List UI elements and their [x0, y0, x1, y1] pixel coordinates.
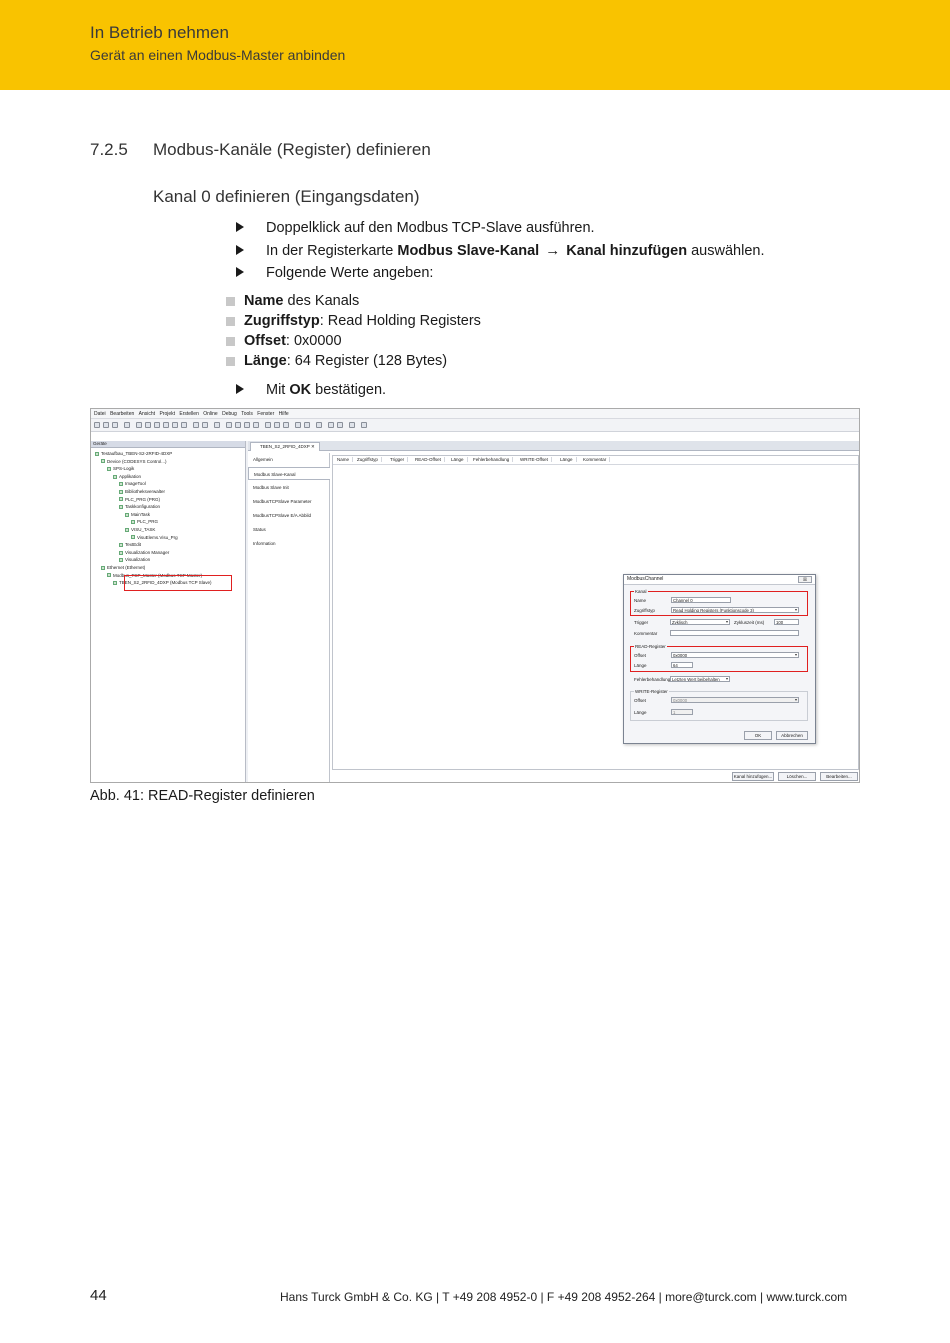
- nav-item[interactable]: Allgemein: [253, 457, 273, 462]
- paste-icon[interactable]: [172, 422, 178, 428]
- editor-area: [248, 441, 860, 783]
- tree-item[interactable]: MainTask: [125, 511, 150, 518]
- right-arrow-icon: →: [545, 241, 561, 259]
- chevron-down-icon: [795, 654, 797, 656]
- tree-item[interactable]: Ethernet (Ethernet): [101, 564, 145, 571]
- tree-node-icon: [119, 551, 123, 555]
- step-over-icon[interactable]: [265, 422, 271, 428]
- cycle-time-field[interactable]: 100: [774, 619, 799, 625]
- nav-item[interactable]: Information: [253, 541, 276, 546]
- step-item: Mit OK bestätigen.: [236, 380, 876, 403]
- chevron-down-icon: [726, 678, 728, 680]
- tree-node-icon: [113, 475, 117, 479]
- close-icon[interactable]: ✕: [310, 444, 315, 449]
- run-icon[interactable]: [244, 422, 250, 428]
- menu-item[interactable]: Datei: [94, 411, 106, 417]
- write-offset-label: Offset: [634, 698, 646, 703]
- cancel-button[interactable]: Abbrechen: [776, 731, 808, 740]
- chevron-down-icon: [795, 699, 797, 701]
- trigger-label: Trigger: [634, 620, 649, 625]
- step-out-icon[interactable]: [283, 422, 289, 428]
- step-item: Doppelklick auf den Modbus TCP-Slave ausführen.: [236, 218, 876, 241]
- confirm-step: [236, 380, 876, 403]
- length-label: Länge: [634, 663, 647, 668]
- column-header: Länge: [451, 457, 468, 462]
- column-header: WRITE-Offset: [520, 457, 552, 462]
- name-field[interactable]: Channel 0: [671, 597, 731, 603]
- print-icon[interactable]: [124, 422, 130, 428]
- step-arrow-icon: [236, 245, 244, 255]
- chevron-down-icon: [795, 609, 797, 611]
- close-icon[interactable]: ☒: [798, 576, 812, 583]
- tree-node-icon: [113, 581, 117, 585]
- tree-item[interactable]: PLC_PRG: [131, 518, 158, 525]
- tree-node-icon: [119, 543, 123, 547]
- prev-icon[interactable]: [328, 422, 334, 428]
- square-bullet-icon: [226, 297, 235, 306]
- square-bullet-icon: [226, 357, 235, 366]
- tree-item[interactable]: Applikation: [113, 473, 141, 480]
- tree-node-icon: [101, 459, 105, 463]
- page-header: [0, 0, 950, 90]
- menu-item[interactable]: Bearbeiten: [110, 411, 135, 417]
- chevron-down-icon: [726, 621, 728, 623]
- menu-item[interactable]: Online: [203, 411, 218, 417]
- tree-node-icon: [119, 490, 123, 494]
- column-header: Länge: [560, 457, 577, 462]
- tree-item[interactable]: Modbus_TCP_Master (Modbus TCP Master): [107, 572, 202, 579]
- channel-table: [332, 455, 859, 770]
- new-file-icon[interactable]: [94, 422, 100, 428]
- delete-button[interactable]: Löschen...: [778, 772, 816, 781]
- write-length-field[interactable]: 1: [671, 709, 693, 715]
- edit-button[interactable]: Bearbeiten...: [820, 772, 858, 781]
- step-list: [236, 218, 876, 286]
- read-length-field[interactable]: 64: [671, 662, 693, 668]
- find-icon[interactable]: [193, 422, 199, 428]
- read-offset-select[interactable]: 0x0000: [671, 652, 799, 658]
- tree-node-icon: [95, 452, 99, 456]
- delete-icon[interactable]: [181, 422, 187, 428]
- next-icon[interactable]: [337, 422, 343, 428]
- square-bullet-icon: [226, 337, 235, 346]
- login-icon[interactable]: [226, 422, 232, 428]
- cut-icon[interactable]: [154, 422, 160, 428]
- nav-item-modbus-slave-kanal[interactable]: Modbus Slave-Kanal: [248, 467, 330, 480]
- section-title: Modbus-Kanäle (Register) definieren: [153, 140, 431, 159]
- section-number: 7.2.5: [90, 140, 128, 159]
- square-bullet-icon: [226, 317, 235, 326]
- open-folder-icon[interactable]: [103, 422, 109, 428]
- add-channel-button[interactable]: Kanal hinzufügen...: [733, 774, 773, 779]
- column-header: Zugriffstyp: [357, 457, 382, 462]
- editor-tabs: [248, 441, 860, 451]
- cycle-time-label: Zykluszeit (ms): [734, 620, 765, 625]
- column-header: Fehlerbehandlung: [473, 457, 513, 462]
- logout-icon[interactable]: [235, 422, 241, 428]
- tree-node-icon: [107, 573, 111, 577]
- footer-contact: Hans Turck GmbH & Co. KG | T +49 208 4952-0 | F +49 208 4952-264 | more@turck.com | www.turck.com: [280, 1290, 848, 1304]
- column-header: Name: [337, 457, 353, 462]
- error-handling-label: Fehlerbehandlung: [634, 677, 671, 682]
- access-type-label: Zugriffstyp: [634, 608, 655, 613]
- tree-item[interactable]: Testaufbau_TBEN-S2-2RFID-4DXP: [95, 450, 172, 457]
- subheading: Kanal 0 definieren (Eingangsdaten): [153, 187, 420, 206]
- step-item: In der Registerkarte Modbus Slave-Kanal → Kanal hinzufügen auswählen.: [236, 241, 876, 264]
- step-arrow-icon: [236, 267, 244, 277]
- redo-icon[interactable]: [145, 422, 151, 428]
- tree-item[interactable]: TextEdit: [119, 541, 141, 548]
- tree-node-icon: [119, 497, 123, 501]
- device-nav: [248, 453, 330, 783]
- tree-node-icon: [125, 513, 129, 517]
- nav-item[interactable]: ModbusTCPSlave E/A Abbild: [253, 513, 312, 518]
- header-title: In Betrieb nehmen: [90, 23, 229, 42]
- trigger-select[interactable]: Zyklisch: [670, 619, 730, 625]
- highlight-box: [124, 575, 232, 591]
- tree-item[interactable]: Device (CODESYS Control...): [101, 458, 167, 465]
- tree-node-icon: [131, 535, 135, 539]
- tree-item[interactable]: PLC_PRG (PRG): [119, 496, 160, 503]
- menu-item[interactable]: Tools: [241, 411, 253, 417]
- tree-item[interactable]: VISU_TASK: [125, 526, 155, 533]
- read-register-group: READ-Register Offset 0x0000 Länge 64: [630, 646, 808, 672]
- toolbar: [91, 419, 859, 432]
- figure-caption: Abb. 41: READ-Register definieren: [90, 788, 315, 804]
- tree-item[interactable]: Bibliotheksverwalter: [119, 488, 165, 495]
- menu-item[interactable]: Ansicht: [138, 411, 156, 417]
- step-arrow-icon: [236, 384, 244, 394]
- step-arrow-icon: [236, 222, 244, 232]
- pane-title: Geräte: [93, 441, 107, 446]
- write-register-group: WRITE-Register Offset 0x0000 Länge 1: [630, 691, 808, 721]
- breakpoint-icon[interactable]: [304, 422, 310, 428]
- tree-item[interactable]: Visualization Manager: [119, 549, 169, 556]
- channel-group: Kanal Name Channel 0 Zugriffstyp Read Holding Registers (Funktionscode 3): [630, 591, 808, 616]
- tree-item[interactable]: Taskkonfiguration: [119, 503, 160, 510]
- dialog-title: ModbusChannel: [624, 575, 815, 585]
- access-type-select[interactable]: Read Holding Registers (Funktionscode 3): [671, 607, 799, 613]
- step-item: Folgende Werte angeben:: [236, 263, 876, 286]
- step-into-icon[interactable]: [274, 422, 280, 428]
- tree-item[interactable]: ImageTool: [119, 480, 146, 487]
- column-header: Kommentar: [583, 457, 610, 462]
- tree-node-icon: [119, 558, 123, 562]
- tree-node-icon: [131, 520, 135, 524]
- header-subtitle: Gerät an einen Modbus-Master anbinden: [90, 47, 346, 63]
- editor-tab[interactable]: TBEN_S2_2RFID_4DXP ✕: [250, 442, 320, 451]
- copy-icon[interactable]: [163, 422, 169, 428]
- undo-icon[interactable]: [136, 422, 142, 428]
- replace-icon[interactable]: [202, 422, 208, 428]
- tree-item[interactable]: VisuElems.Visu_Prg: [131, 534, 178, 541]
- write-offset-select[interactable]: 0x0000: [671, 697, 799, 703]
- tree-node-icon: [119, 505, 123, 509]
- menu-item[interactable]: Projekt: [159, 411, 176, 417]
- tree-item[interactable]: TBEN_S2_2RFID_4DXP (Modbus TCP Slave): [113, 579, 212, 586]
- ok-button[interactable]: OK: [744, 731, 772, 740]
- tree-node-icon: [101, 566, 105, 570]
- column-header: READ-Offset: [415, 457, 445, 462]
- options-icon[interactable]: [349, 422, 355, 428]
- offset-label: Offset: [634, 653, 646, 658]
- tree-node-icon: [107, 467, 111, 471]
- pane-header: [91, 441, 245, 448]
- tool-icon[interactable]: [295, 422, 301, 428]
- tree-item[interactable]: Visualization: [119, 556, 150, 563]
- column-header: Trigger: [390, 457, 408, 462]
- menu-item[interactable]: Fenster: [257, 411, 275, 417]
- nav-item[interactable]: ModbusTCPSlave Parameter: [253, 499, 312, 504]
- modbus-channel-dialog: [623, 574, 816, 744]
- stop-icon[interactable]: [253, 422, 259, 428]
- menu-item[interactable]: Hilfe: [278, 411, 289, 417]
- tree-node-icon: [119, 482, 123, 486]
- menu-item[interactable]: Debug: [222, 411, 237, 417]
- save-icon[interactable]: [112, 422, 118, 428]
- error-handling-select[interactable]: Letzten Wert beibehalten: [670, 676, 730, 682]
- write-length-label: Länge: [634, 710, 647, 715]
- filter-icon[interactable]: [361, 422, 367, 428]
- name-label: Name: [634, 598, 647, 603]
- build-icon[interactable]: [214, 422, 220, 428]
- nav-item[interactable]: Modbus Slave Init: [253, 485, 289, 490]
- comment-field[interactable]: [670, 630, 799, 636]
- nav-item[interactable]: Status: [253, 527, 266, 532]
- page-number: 44: [90, 1287, 107, 1304]
- tree-node-icon: [125, 528, 129, 532]
- menu-item[interactable]: Erstellen: [179, 411, 199, 417]
- devices-pane: [91, 441, 246, 783]
- settings-icon[interactable]: [316, 422, 322, 428]
- comment-label: Kommentar: [634, 631, 658, 636]
- table-header: [333, 456, 858, 465]
- tree-item[interactable]: SPS-Logik: [107, 465, 134, 472]
- ide-screenshot: [90, 408, 860, 783]
- menu-bar: [91, 409, 859, 419]
